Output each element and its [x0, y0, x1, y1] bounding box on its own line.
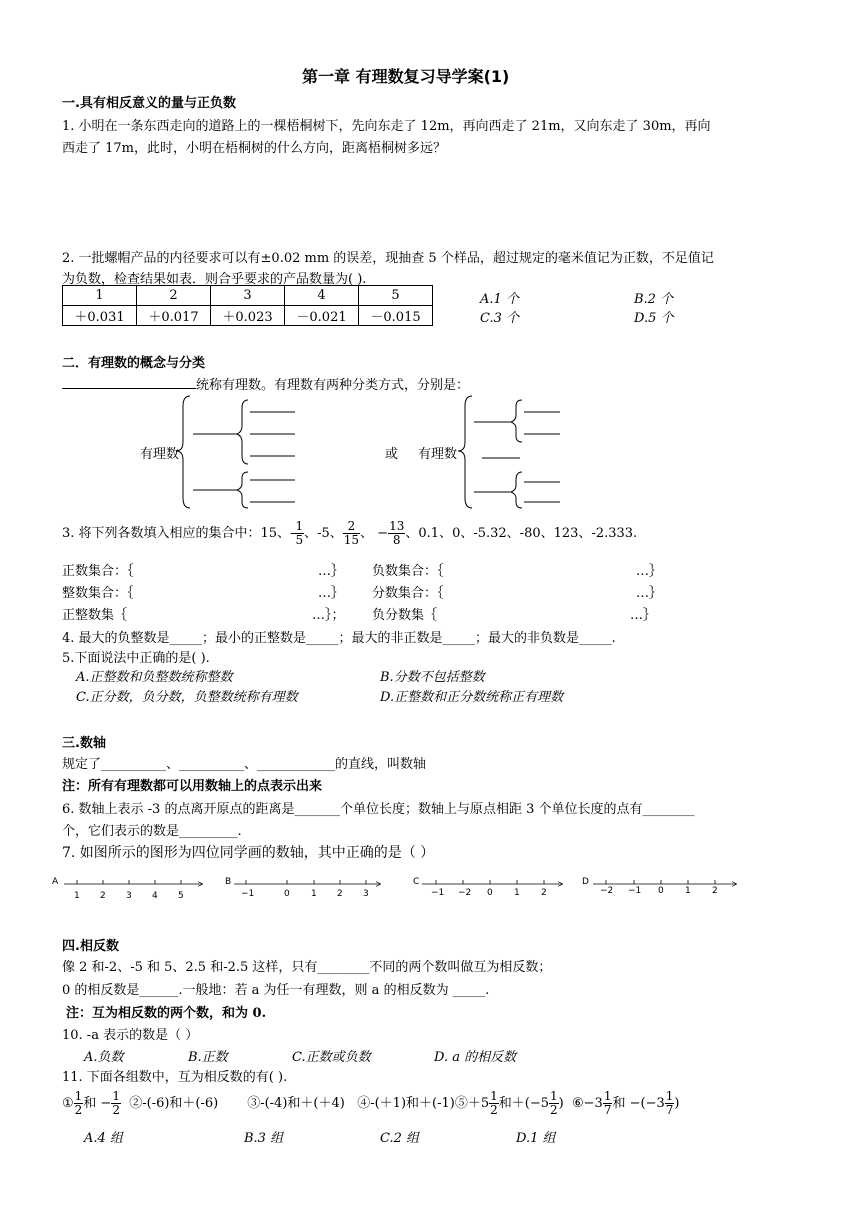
set-negative-label: 负数集合：｛ [372, 564, 444, 579]
axis-tick-label: 2 [712, 886, 718, 896]
table-cell: 1 [63, 286, 137, 306]
denominator: 15 [343, 533, 360, 547]
axis-tick-label: 0 [658, 886, 664, 896]
q1-text-line1: 1. 小明在一条东西走向的道路上的一棵梧桐树下，先向东走了 12m，再向西走了 21m，又向东走了 30m，再向 [62, 119, 711, 134]
q2-table [62, 285, 433, 326]
axis-tick-label: 4 [152, 891, 158, 901]
fill-blank [62, 375, 196, 389]
q10-option-a: A.负数 [84, 1050, 124, 1065]
small-brace [237, 472, 248, 508]
table-cell: －0.021 [285, 306, 359, 326]
rational-label-2: 有理数 [418, 447, 458, 462]
q2-option-b: B.2 个 [634, 292, 674, 307]
small-brace [237, 400, 248, 464]
q10-option-d: D. a 的相反数 [434, 1050, 517, 1065]
item-6-end: ) [674, 1096, 680, 1111]
q10-option-b: B.正数 [188, 1050, 228, 1065]
fraction [111, 1090, 121, 1117]
denominator: 8 [392, 533, 401, 547]
table-cell: 2 [137, 286, 211, 306]
item-3: ③-(-4)和＋(＋4) [247, 1096, 345, 1111]
item-2: ②-(-6)和＋(-6) [129, 1096, 219, 1111]
numerator: 13 [389, 519, 405, 533]
set-negative-end: …｝ [636, 564, 663, 579]
numerator: 1 [490, 1089, 498, 1103]
denominator: 2 [112, 1103, 120, 1117]
q11-items [62, 1085, 679, 1123]
axis-tick-label: 1 [514, 888, 520, 898]
axis-tick-label: 2 [337, 889, 343, 899]
set-fraction-end: …｝ [636, 586, 663, 601]
axis-tick-label: −2 [600, 886, 614, 896]
axis-tick-label: 0 [487, 888, 493, 898]
denominator: 7 [603, 1103, 612, 1117]
numerator: 1 [550, 1089, 558, 1103]
table-cell: ＋0.017 [137, 306, 211, 326]
fraction [388, 520, 405, 547]
q5-option-c: C.正分数，负分数，负整数统称有理数 [76, 690, 298, 705]
axis-definition: 规定了__________、__________、____________的直线，叫数轴 [62, 757, 427, 772]
numerator: 1 [74, 1089, 83, 1103]
table-cell: －0.015 [359, 306, 433, 326]
q3-tail: 、0.1、0、-5.32、-80、123、-2.333. [405, 526, 638, 541]
item-6-start: ⑥−3 [572, 1096, 603, 1111]
item-5-mid: 和＋(−5 [498, 1096, 550, 1111]
axis-b-label: B [225, 877, 232, 887]
q11-text: 11. 下面各组数中，互为相反数的有( ). [62, 1070, 288, 1085]
item-1-marker: ① [62, 1096, 74, 1111]
sec2-line1-text: 统称有理数。有理数有两种分类方式，分别是： [196, 378, 470, 393]
q2-option-d: D.5 个 [634, 311, 674, 326]
axis-tick-label: −1 [628, 886, 642, 896]
table-cell: 4 [285, 286, 359, 306]
fraction [549, 1090, 559, 1117]
axis-tick-label: 5 [178, 891, 184, 901]
q4-text: 4. 最大的负整数是_____；最小的正整数是_____；最大的非正数是_____；最大的非负数是_____. [62, 631, 616, 646]
small-brace [511, 472, 522, 508]
q10-option-c: C.正数或负数 [292, 1050, 371, 1065]
item-4: ④-(＋1)和＋(-1) [357, 1096, 455, 1111]
numerator: 2 [343, 520, 360, 534]
small-brace [511, 400, 522, 442]
axis-c-label: C [413, 877, 420, 887]
axis-tick-label: 3 [363, 889, 369, 899]
q3-text [62, 517, 637, 551]
sec4-line2: 0 的相反数是______.一般地：若 a 为任一有理数，则 a 的相反数为 _____. [62, 983, 490, 998]
fraction [665, 1090, 675, 1117]
axis-tick-label: 2 [100, 891, 106, 901]
numerator: 1 [112, 1089, 120, 1103]
sec4-line1: 像 2 和-2、-5 和 5、2.5 和-2.5 这样，只有________不同的两个数叫做互为相反数； [62, 960, 552, 975]
q2-option-c: C.3 个 [480, 311, 520, 326]
section-1-heading: 一.具有相反意义的量与正负数 [62, 96, 236, 111]
page-title: 第一章 有理数复习导学案(1) [302, 67, 510, 86]
rational-label-1: 有理数 [140, 447, 180, 462]
q2-text-line2: 为负数，检查结果如表．则合乎要求的产品数量为( ). [62, 272, 367, 287]
axis-d-label: D [582, 877, 589, 887]
set-positive-label: 正数集合：｛ [62, 564, 134, 579]
q10-text: 10. -a 表示的数是（ ） [62, 1028, 199, 1043]
axis-tick-label: 0 [284, 889, 290, 899]
q11-option-d: D.1 组 [516, 1131, 556, 1146]
section-4-heading: 四.相反数 [62, 939, 119, 954]
q3-prefix: 3. 将下列各数填入相应的集合中：15、- [62, 526, 295, 541]
axis-tick-label: −2 [458, 888, 472, 898]
denominator: 7 [665, 1103, 674, 1117]
denominator: 2 [74, 1103, 83, 1117]
numerator: 1 [603, 1089, 612, 1103]
axis-a-label: A [52, 877, 59, 887]
q1-text-line2: 西走了 17m，此时，小明在梧桐树的什么方向，距离梧桐树多远？ [62, 141, 447, 156]
big-brace-right [458, 396, 472, 508]
set-positive-end: …｝ [318, 564, 345, 579]
q11-option-a: A.4 组 [84, 1131, 123, 1146]
set-integer-end: …｝ [318, 586, 345, 601]
section-3-heading: 三.数轴 [62, 736, 106, 751]
axis-tick-label: −1 [431, 888, 445, 898]
section-2-heading: 二．有理数的概念与分类 [62, 356, 206, 371]
axis-ticks [77, 880, 715, 884]
denominator: 2 [490, 1103, 498, 1117]
q6-text-line2: 个，它们表示的数是_________. [62, 824, 242, 839]
numerator: 1 [295, 519, 304, 533]
q5-option-a: A.正整数和负整数统称整数 [76, 670, 233, 685]
fraction [74, 1090, 84, 1117]
sec3-note: 注：所有有理数都可以用数轴上的点表示出来 [62, 779, 323, 794]
axis-tick-label: 3 [126, 891, 132, 901]
item-6-mid: 和 −(−3 [612, 1096, 665, 1111]
denominator: 2 [550, 1103, 558, 1117]
q5-option-b: B.分数不包括整数 [380, 670, 485, 685]
set-negfrac-label: 负分数集｛ [372, 608, 438, 623]
axis-tick-label: 1 [74, 891, 80, 901]
q11-option-b: B.3 组 [244, 1131, 284, 1146]
axis-tick-label: 2 [541, 888, 547, 898]
item-5-start: ⑤＋5 [454, 1096, 490, 1111]
table-cell: ＋0.023 [211, 306, 285, 326]
axis-tick-label: −1 [241, 889, 255, 899]
q5-text: 5.下面说法中正确的是( ). [62, 651, 210, 666]
table-cell: ＋0.031 [63, 306, 137, 326]
q11-option-c: C.2 组 [380, 1131, 420, 1146]
set-fraction-label: 分数集合：｛ [372, 586, 444, 601]
set-integer-label: 整数集合：｛ [62, 586, 134, 601]
sec2-line1 [62, 374, 469, 393]
q2-text-line1: 2. 一批螺帽产品的内径要求可以有±0.02 mm 的误差，现抽查 5 个样品，超过规定的毫米值记为正数，不足值记 [62, 251, 714, 266]
axis-tick-label: 1 [685, 886, 691, 896]
q7-text: 7. 如图所示的图形为四位同学画的数轴，其中正确的是（ ） [62, 845, 435, 861]
fraction [343, 520, 360, 547]
q3-mid2: 、 − [360, 526, 389, 541]
classification-diagram [130, 394, 810, 512]
item-5-end: ) [558, 1096, 564, 1111]
fraction [489, 1090, 499, 1117]
q3-mid: 、-5、 [304, 526, 343, 541]
q6-text-line1: 6. 数轴上表示 -3 的点离开原点的距离是_______个单位长度；数轴上与原点相距 3 个单位长度的点有________ [62, 802, 695, 817]
numerator: 1 [665, 1089, 674, 1103]
axis-tick-label: 1 [311, 889, 317, 899]
q2-option-a: A.1 个 [480, 292, 519, 307]
denominator: 5 [295, 533, 304, 547]
q5-option-d: D.正整数和正分数统称正有理数 [380, 690, 564, 705]
table-cell: 5 [359, 286, 433, 306]
set-posint-label: 正整数集｛ [62, 608, 128, 623]
or-label: 或 [385, 447, 399, 462]
item-1-mid: 和 − [83, 1096, 112, 1111]
set-posint-end: …｝； [312, 608, 345, 623]
set-negfrac-end: …｝ [630, 608, 657, 623]
table-cell: 3 [211, 286, 285, 306]
sec4-note: 注：互为相反数的两个数，和为 0. [66, 1006, 267, 1021]
fraction [294, 520, 304, 547]
